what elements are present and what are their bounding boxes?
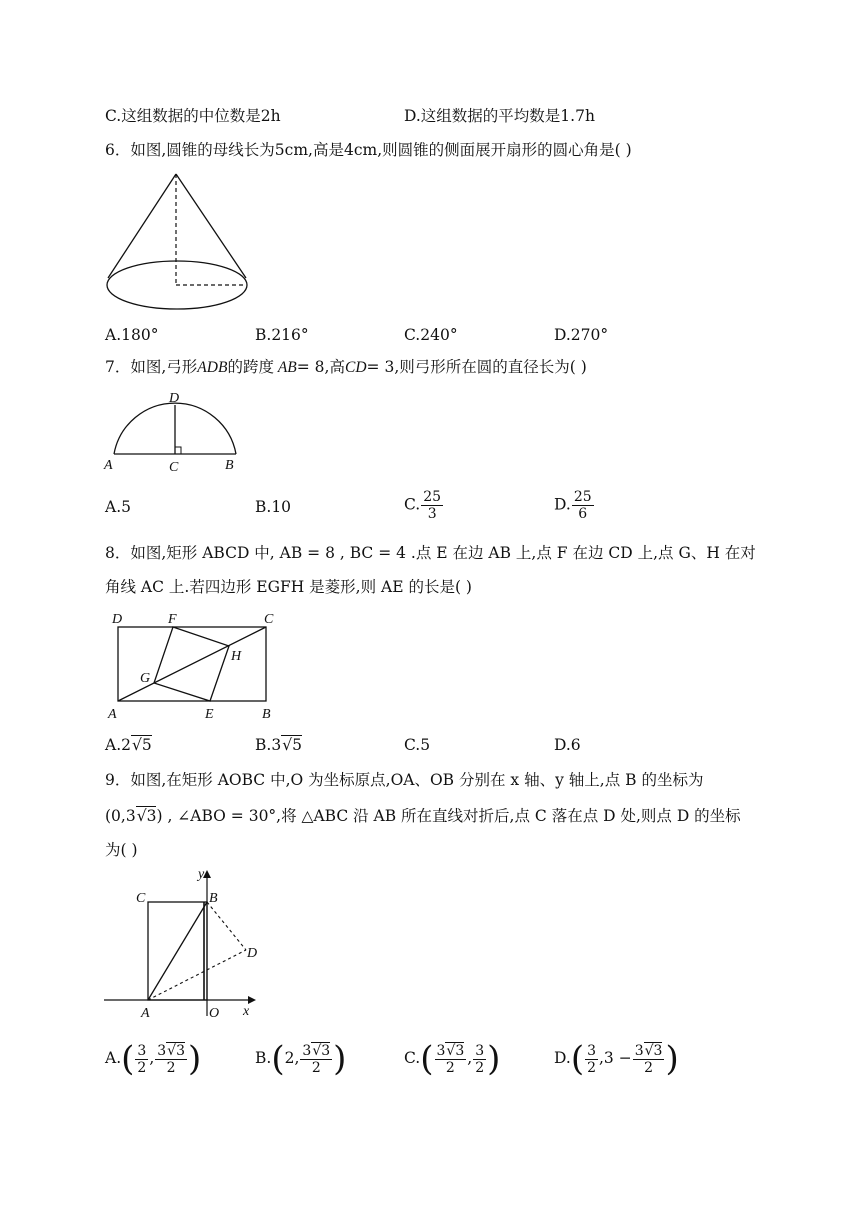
q9-option-c: C.( $\frac{3√3}{2}$ , $\frac{3}{2}$ ): [404, 1039, 501, 1079]
q6-option-c: C.240°: [404, 326, 458, 344]
label-a: A: [141, 1006, 150, 1021]
q6-option-d: D.270°: [554, 326, 609, 344]
label-x: x: [243, 1004, 250, 1019]
rectangle-rhombus-figure: [100, 608, 290, 724]
label-a: A: [104, 458, 113, 473]
label-e: E: [205, 707, 214, 722]
q8-option-a: A.2√5: [105, 736, 152, 754]
label-a: A: [108, 707, 117, 722]
q9-stem-line3: 为( ): [105, 841, 138, 859]
q9-stem-line1: 9．如图,在矩形 AOBC 中,O 为坐标原点,OA、OB 分别在 x 轴、y 轴上,点 B 的坐标为: [105, 771, 704, 789]
q7-option-c: C. $\frac{25}{3}$: [404, 489, 442, 522]
q8-option-d: D.6: [554, 736, 581, 754]
q8-option-b: B.3√5: [255, 736, 302, 754]
q7-option-a: A.5: [105, 498, 131, 516]
label-d: D: [247, 946, 258, 961]
label-b: B: [225, 458, 234, 473]
coordinate-figure: [100, 866, 270, 1024]
q5-option-d: D.这组数据的平均数是1.7h: [404, 107, 595, 125]
cone-figure: [100, 168, 260, 310]
label-b: B: [209, 891, 218, 906]
q9-option-a: A.( $\frac{3}{2}$ , $\frac{3√3}{2}$ ): [105, 1039, 202, 1079]
label-d: D: [169, 391, 180, 406]
q6-stem: 6．如图,圆锥的母线长为5cm,高是4cm,则圆锥的侧面展开扇形的圆心角是( ): [105, 141, 632, 159]
q8-stem-line2: 角线 AC 上.若四边形 EGFH 是菱形,则 AE 的长是( ): [105, 578, 472, 596]
label-c: C: [264, 612, 274, 627]
label-c: C: [169, 460, 179, 475]
label-c: C: [136, 891, 146, 906]
label-g: G: [140, 671, 151, 686]
label-y: y: [198, 867, 205, 882]
q6-option-a: A.180°: [105, 326, 159, 344]
q7-option-b: B.10: [255, 498, 292, 516]
q6-option-b: B.216°: [255, 326, 309, 344]
label-b: B: [262, 707, 271, 722]
q7-stem: 7．如图,弓形ADB的跨度 AB= 8,高CD= 3,则弓形所在圆的直径长为( ): [105, 358, 587, 376]
q8-option-c: C.5: [404, 736, 431, 754]
segment-arc-figure: [100, 385, 250, 477]
q9-stem-line2: (0,3√3) , ∠ABO = 30°,将 △ABC 沿 AB 所在直线对折后,点 C 落在点 D 处,则点 D 的坐标: [105, 807, 741, 825]
q9-option-b: B.(2, $\frac{3√3}{2}$ ): [255, 1039, 347, 1079]
label-f: F: [168, 612, 177, 627]
q8-stem-line1: 8．如图,矩形 ABCD 中, AB = 8 , BC = 4 .点 E 在边 AB 上,点 F 在边 CD 上,点 G、H 在对: [105, 544, 756, 562]
q5-option-c: C.这组数据的中位数是2h: [105, 107, 281, 125]
q7-option-d: D. $\frac{25}{6}$: [554, 489, 592, 522]
label-h: H: [231, 649, 242, 664]
label-o: O: [209, 1006, 220, 1021]
label-d: D: [112, 612, 123, 627]
q9-option-d: D.( $\frac{3}{2}$ ,3 − $\frac{3√3}{2}$ ): [554, 1039, 679, 1079]
